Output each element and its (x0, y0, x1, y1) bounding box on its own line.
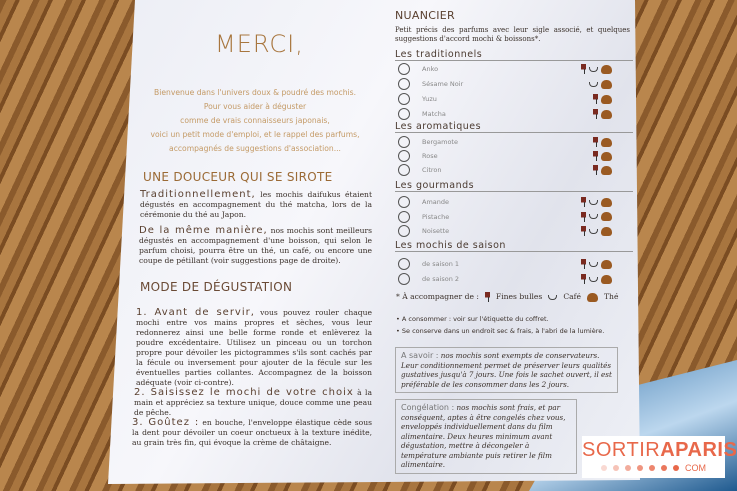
lead: Traditionnellement, (140, 189, 256, 200)
legend-prefix: * À accompagner de : (396, 292, 479, 301)
teapot-icon (587, 293, 598, 302)
flavour-symbol-icon (398, 136, 410, 148)
a-savoir-box (395, 347, 618, 393)
box-text: nos mochis sont exempts de conservateurs. Leur conditionnement permet de préserver leurs qualités gustatives jusqu'à 7 jours. Une fois le sachet ouvert, il est préférable de les consommer dans les 2 jours. (401, 351, 612, 389)
wine-glass-icon (593, 109, 598, 119)
flavour-row (398, 77, 612, 91)
page-title: MERCI, (215, 30, 304, 58)
legend-item: Thé (603, 292, 619, 301)
flavour-row (398, 210, 612, 224)
lead: 2. Saisissez le mochi de votre choix (134, 387, 354, 398)
coffee-cup-icon (589, 262, 598, 267)
flavour-symbol-icon (398, 108, 410, 120)
logo-text (582, 439, 737, 462)
wine-glass-icon (581, 226, 586, 236)
flavour-symbol-icon (398, 211, 410, 223)
welcome-line: voici un petit mode d'emploi, et le rappel des parfums, (150, 130, 360, 139)
welcome-text (150, 86, 360, 156)
wine-glass-icon (581, 197, 586, 207)
drink-suggestions (581, 259, 612, 269)
flavour-name: Noisette (422, 227, 450, 235)
wine-glass-icon (593, 94, 598, 104)
drink-suggestions (581, 212, 612, 222)
flavour-name: Rose (422, 152, 438, 160)
storage-notes (396, 313, 604, 337)
drink-suggestions (593, 165, 612, 175)
flavour-symbol-icon (398, 78, 410, 90)
teapot-icon (601, 80, 612, 89)
wine-glass-icon (485, 292, 490, 302)
flavour-name: Bergamote (422, 138, 458, 146)
flavour-symbol-icon (398, 273, 410, 285)
flavour-row (398, 163, 612, 177)
flavour-symbol-icon (398, 258, 410, 270)
text: nos mochis sont meilleurs dégustés en accompagnement d'une boisson, qui selon le parfum choisi, pourra être un thé, un café, ou encore une coupe de pétillant (voir suggestions page de droite). (139, 226, 372, 265)
drink-suggestions (581, 197, 612, 207)
flavour-row (398, 224, 612, 238)
box-label: A savoir : (401, 351, 439, 360)
step (132, 418, 372, 448)
flavour-row (398, 62, 612, 76)
drink-suggestions (581, 64, 612, 74)
drink-legend (396, 292, 631, 302)
legend-item: Café (563, 292, 581, 301)
flavour-name: Citron (422, 166, 442, 174)
flavour-name: de saison 2 (422, 275, 460, 283)
drink-suggestions (581, 226, 612, 236)
bullet: • Se conserve dans un endroit sec & frais, à l'abri de la lumière. (396, 327, 605, 335)
flavour-group-heading: Les mochis de saison (395, 240, 633, 252)
welcome-line: Bienvenue dans l'univers doux & poudré des mochis. (154, 88, 356, 97)
teapot-icon (601, 138, 612, 147)
paragraph (139, 226, 372, 266)
flavour-row (398, 149, 612, 163)
flavour-row (398, 272, 612, 286)
legend-item: Fines bulles (495, 292, 543, 301)
wine-glass-icon (593, 137, 598, 147)
wine-glass-icon (593, 151, 598, 161)
coffee-cup-icon (589, 200, 598, 205)
flavour-group-heading: Les aromatiques (395, 121, 633, 133)
flavour-name: de saison 1 (422, 260, 460, 268)
teapot-icon (601, 152, 612, 161)
drink-suggestions (593, 137, 612, 147)
flavour-name: Yuzu (422, 95, 437, 103)
teapot-icon (601, 260, 612, 269)
teapot-icon (601, 227, 612, 236)
flavour-symbol-icon (398, 164, 410, 176)
teapot-icon (601, 166, 612, 175)
flavour-symbol-icon (398, 63, 410, 75)
drink-suggestions (593, 109, 612, 119)
coffee-cup-icon (589, 277, 598, 282)
welcome-line: comme de vrais connaisseurs japonais, (180, 116, 330, 125)
logo-part: SORTIR (582, 439, 661, 461)
flavour-symbol-icon (398, 225, 410, 237)
text: à la main et appréciez sa texture unique, douce comme une peau de pêche. (134, 388, 373, 417)
wine-glass-icon (581, 64, 586, 74)
step (136, 308, 372, 388)
teapot-icon (601, 198, 612, 207)
lead: 1. Avant de servir, (136, 307, 255, 318)
drink-suggestions (581, 274, 612, 284)
flavour-group-heading: Les traditionnels (395, 49, 633, 61)
teapot-icon (601, 212, 612, 221)
coffee-cup-icon (589, 214, 598, 219)
flavour-symbol-icon (398, 93, 410, 105)
wine-glass-icon (581, 274, 586, 284)
welcome-line: Pour vous aider à déguster (203, 102, 307, 111)
teapot-icon (601, 95, 612, 104)
sortiraparis-watermark (582, 436, 737, 478)
coffee-cup-icon (589, 229, 598, 234)
flavour-row (398, 92, 612, 106)
flavour-group-heading: Les gourmands (395, 180, 633, 192)
wine-glass-icon (593, 165, 598, 175)
flavour-name: Pistache (422, 212, 450, 221)
logo-dots (582, 463, 725, 473)
text: vous pouvez rouler chaque mochi entre vos mains propres et sèches, vous leur redonnerez ainsi une belle forme ronde et enlèverez la poudre excédentaire. Utilisez un pinceau ou un torchon propre pour dévoiler les pictogrammes s'ils sont cachés par la fécule ou inversement pour ajouter de la fécule sur les éventuelles parties collantes. Accompagnez de la boisson adéquate (voir ci-contre). (136, 308, 372, 387)
flavour-name: Sésame Noir (422, 80, 464, 88)
flavour-name: Anko (422, 65, 439, 73)
flavour-row (398, 135, 612, 149)
logo-suffix: COM (685, 463, 706, 473)
flavour-row (398, 257, 612, 271)
flavour-name: Matcha (422, 110, 446, 118)
paragraph (140, 190, 372, 220)
welcome-line: accompagnés de suggestions d'association... (169, 144, 341, 153)
drink-suggestions (593, 94, 612, 104)
flavour-symbol-icon (398, 150, 410, 162)
section-heading: UNE DOUCEUR QUI SE SIROTE (143, 170, 333, 184)
logo-part: APARIS (660, 439, 737, 461)
wine-glass-icon (581, 259, 586, 269)
flavour-symbol-icon (398, 196, 410, 208)
drink-suggestions (593, 151, 612, 161)
coffee-cup-icon (589, 67, 598, 72)
bullet: • A consommer : voir sur l'étiquette du coffret. (396, 315, 549, 323)
lead: De la même manière, (139, 225, 268, 236)
flavour-name: Amande (422, 198, 450, 206)
text: en bouche, l'enveloppe élastique cède sous la dent pour dévoiler un coeur onctueux à la texture inédite, au grain très fin, qui évoque la crème de châtaigne. (132, 418, 372, 447)
coffee-cup-icon (548, 295, 557, 300)
nuancier-title: NUANCIER (395, 9, 455, 22)
text: les mochis daifukus étaient dégustés en accompagnement du thé matcha, lors de la cérémonie du thé au Japon. (140, 190, 372, 219)
congelation-box (395, 399, 577, 474)
step (134, 388, 372, 418)
box-text: nos mochis sont frais, et par conséquent, aptes à être congelés chez vous, enveloppés individuellement dans du film alimentaire. Deux heures minimum avant dégustation, mettre à décongeler à température ambiante puis retirer le film alimentaire. (401, 403, 566, 469)
drink-suggestions (589, 80, 612, 89)
nuancier-intro: Petit précis des parfums avec leur sigle associé, et quelques suggestions d'accord mochi & boissons*. (395, 26, 630, 43)
teapot-icon (601, 110, 612, 119)
wine-glass-icon (581, 212, 586, 222)
teapot-icon (601, 275, 612, 284)
section-heading: MODE DE DÉGUSTATION (140, 280, 293, 294)
coffee-cup-icon (589, 82, 598, 87)
teapot-icon (601, 65, 612, 74)
flavour-row (398, 107, 612, 121)
box-label: Congélation : (401, 403, 455, 412)
flavour-row (398, 195, 612, 209)
lead: 3. Goûtez : (132, 417, 200, 428)
